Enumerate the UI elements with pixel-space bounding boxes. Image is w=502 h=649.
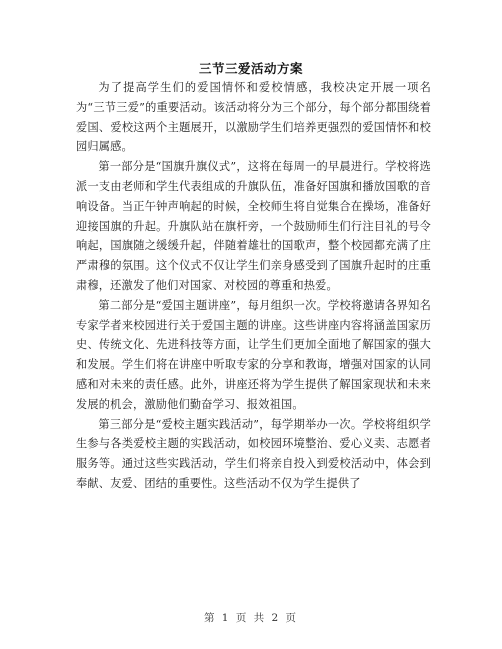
document-body <box>76 78 431 494</box>
paragraph-part-three: 第三部分是“爱校主题实践活动”，每学期举办一次。学校将组织学生参与各类爱校主题的实践活动，如校园环境整治、爱心义卖、志愿者服务等。通过这些实践活动，学生们将亲自投入到爱校活动中，体会到奉献、友爱、团结的重要性。这些活动不仅为学生提供了 <box>76 417 431 490</box>
document-title: 三节三爱活动方案 <box>198 61 303 76</box>
paragraph-part-two: 第二部分是“爱国主题讲座”，每月组织一次。学校将邀请各界知名专家学者来校园进行关于爱国主题的讲座。这些讲座内容将涵盖国家历史、传统文化、先进科技等方面，让学生们更加全面地了解国家的强大和发展。学生们将在讲座中听取专家的分享和教诲，增强对国家的认同感和对未来的责任感。此外，讲座还将为学生提供了解国家现状和未来发展的机会，激励他们勤奋学习、报效祖国。 <box>76 298 431 411</box>
paragraph-intro: 为了提高学生们的爱国情怀和爱校情感，我校决定开展一项名为“三节三爱”的重要活动。该活动将分为三个部分，每个部分都围绕着爱国、爱校这两个主题展开，以激励学生们培养更强烈的爱国情怀和校园归属感。 <box>76 81 431 154</box>
paragraph-part-one: 第一部分是“国旗升旗仪式”，这将在每周一的早晨进行。学校将选派一支由老师和学生代表组成的升旗队伍，准备好国旗和播放国歌的音响设备。当正午钟声响起的时候，全校师生将自觉集合在操场，准备好迎接国旗的升起。升旗队站在旗杆旁，一个鼓励师生们行注目礼的号令响起，国旗随之缓缓升起，伴随着雄壮的国歌声，整个校园都充满了庄严肃穆的氛围。这个仪式不仅让学生们亲身感受到了国旗升起时的庄重肃穆，还激发了他们对国家、对校园的尊重和热爱。 <box>76 160 431 292</box>
page-number-footer: 第 1 页 共 2 页 <box>203 612 299 624</box>
